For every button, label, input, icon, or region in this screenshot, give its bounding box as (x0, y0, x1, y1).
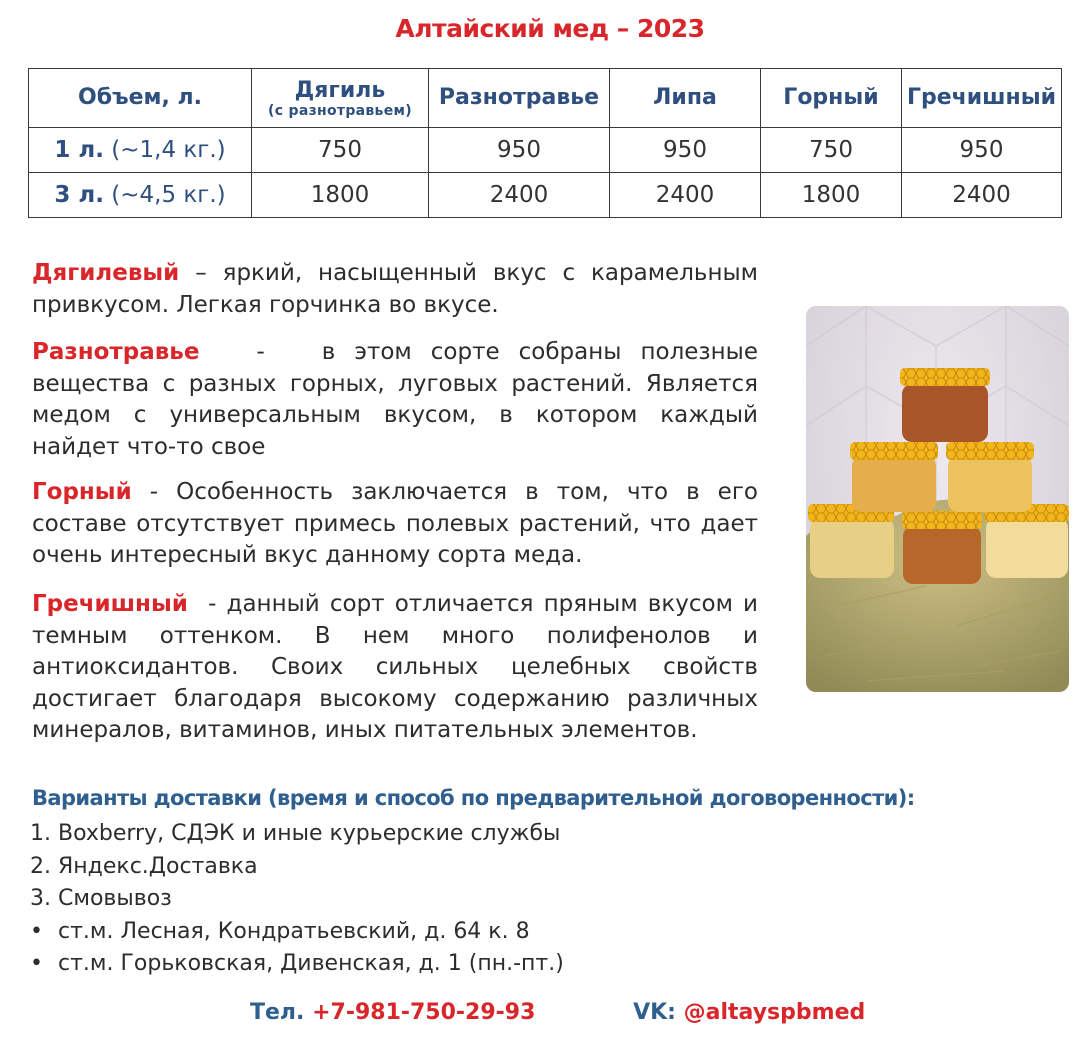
price-cell: 2400 (429, 173, 610, 218)
delivery-list (30, 818, 564, 981)
price-cell: 1800 (252, 173, 429, 218)
price-cell: 950 (610, 128, 761, 173)
contacts (250, 1000, 865, 1025)
table-row (29, 173, 1062, 218)
page-title: Алтайский мед – 2023 (395, 14, 705, 43)
list-item: 2. Яндекс.Доставка (30, 853, 258, 879)
header-linden: Липа (610, 69, 761, 128)
table-row (29, 128, 1062, 173)
description-angelica: Дягилевый – яркий, насыщенный вкус с карамельным привкусом. Легкая горчинка во вкусе. (32, 260, 758, 318)
header-angelica: Дягиль (с разнотравьем) (252, 69, 429, 128)
table-header-row (29, 69, 1062, 128)
price-cell: 2400 (902, 173, 1062, 218)
description-buckwheat: Гречишный - данный сорт отличается пряным вкусом и темным оттенком. В нем много полифенолов и антиоксидантов. Своих сильных целебных свойств достигает благодаря высокому содержанию различных минералов, витаминов, иных питательных элементов. (32, 591, 766, 743)
price-cell: 950 (902, 128, 1062, 173)
phone-link[interactable]: +7-981-750-29-93 (312, 1000, 536, 1025)
row-volume: 1 л. (~1,4 кг.) (29, 128, 252, 173)
row-volume: 3 л. (~4,5 кг.) (29, 173, 252, 218)
price-table (28, 68, 1062, 218)
header-buckwheat: Гречишный (902, 69, 1062, 128)
price-cell: 950 (429, 128, 610, 173)
honey-jars-photo (806, 306, 1069, 692)
list-item: 1. Boxberry, СДЭК и иные курьерские службы (30, 821, 561, 846)
vk-link[interactable]: @altayspbmed (683, 1000, 866, 1025)
delivery-heading: Варианты доставки (время и способ по предварительной договоренности): (32, 786, 915, 810)
list-item: • ст.м. Лесная, Кондратьевский, д. 64 к. 8 (30, 918, 530, 944)
header-volume: Объем, л. (29, 69, 252, 128)
price-cell: 750 (252, 128, 429, 173)
list-item: 3. Смовывоз (30, 886, 172, 911)
price-cell: 2400 (610, 173, 761, 218)
phone-label: Тел. (250, 1000, 305, 1025)
vk-label: VK: (633, 1000, 676, 1025)
price-cell: 750 (761, 128, 902, 173)
header-mixed-herbs: Разнотравье (429, 69, 610, 128)
price-cell: 1800 (761, 173, 902, 218)
description-mountain: Горный - Особенность заключается в том, что в его составе отсутствует примесь полевых растений, что дает очень интересный вкус данному сорта меда. (32, 479, 758, 568)
list-item: • ст.м. Горьковская, Дивенская, д. 1 (пн.-пт.) (30, 951, 564, 976)
header-mountain: Горный (761, 69, 902, 128)
description-mixed-herbs: Разнотравье - в этом сорте собраны полезные вещества с разных горных, луговых растений. Является медом с универсальным вкусом, в котором каждый найдет что-то свое (32, 339, 766, 460)
